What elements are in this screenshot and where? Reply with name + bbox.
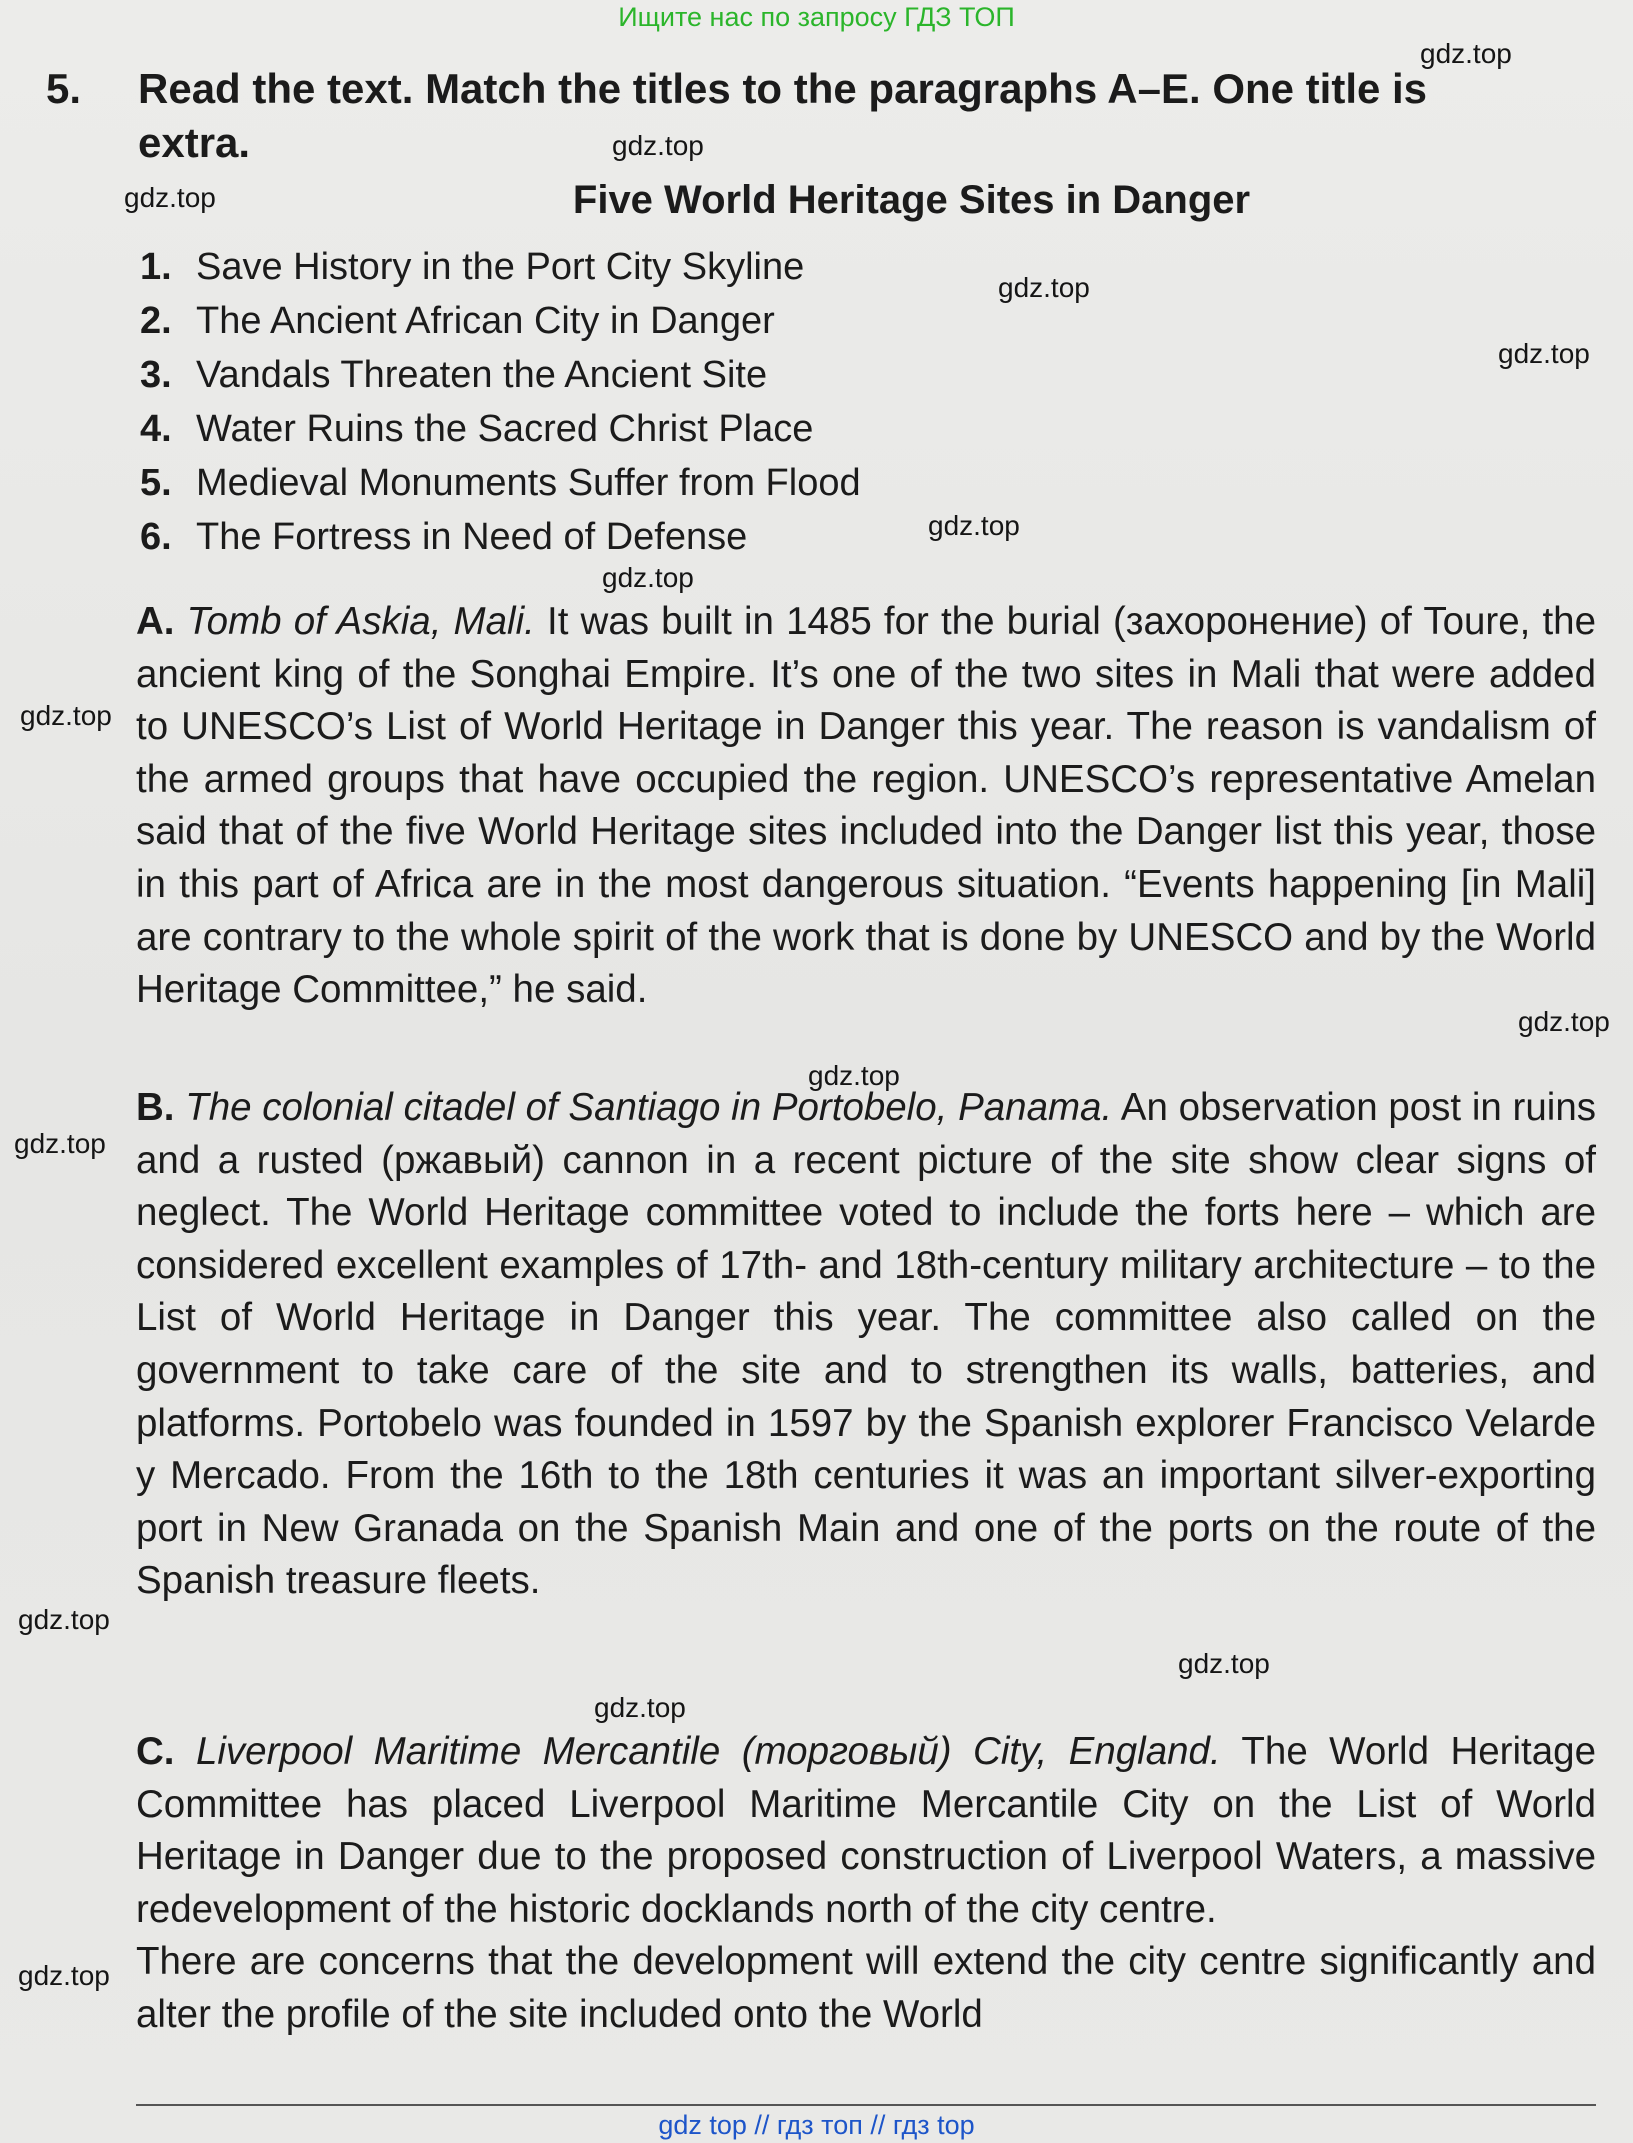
heading-text: The Ancient African City in Danger bbox=[196, 300, 775, 342]
watermark: gdz.top bbox=[18, 1604, 110, 1635]
site-name: Tomb of Askia, Mali. bbox=[186, 600, 535, 643]
watermark: gdz.top bbox=[602, 562, 694, 593]
heading-text: Medieval Monuments Suffer from Flood bbox=[196, 462, 861, 504]
heading-list bbox=[140, 240, 861, 564]
top-banner-link[interactable]: Ищите нас по запросу ГДЗ ТОП bbox=[618, 2, 1015, 32]
paragraph-a bbox=[136, 596, 1596, 1017]
paragraph-b bbox=[136, 1082, 1596, 1608]
watermark: gdz.top bbox=[1178, 1648, 1270, 1679]
text-title: Five World Heritage Sites in Danger bbox=[572, 178, 1251, 222]
site-name: The colonial citadel of Santiago in Portobelo, Panama. bbox=[185, 1086, 1113, 1129]
task-number: 5. bbox=[46, 65, 82, 112]
heading-text: Save History in the Port City Skyline bbox=[196, 246, 805, 288]
heading-item-1 bbox=[140, 240, 861, 294]
task-line-1: Read the text. Match the titles to the paragraphs A–E. One title is bbox=[138, 65, 1428, 112]
watermark: gdz.top bbox=[594, 1692, 686, 1723]
heading-number: 3. bbox=[140, 354, 172, 396]
heading-number: 6. bbox=[140, 516, 172, 558]
watermark: gdz.top bbox=[1420, 38, 1512, 69]
site-name: Liverpool Maritime Mercantile (торговый) City, England. bbox=[195, 1730, 1221, 1773]
heading-item-6 bbox=[140, 510, 861, 564]
watermark: gdz.top bbox=[124, 182, 216, 213]
watermark: gdz.top bbox=[612, 130, 704, 161]
heading-text: Water Ruins the Sacred Christ Place bbox=[196, 408, 814, 450]
paragraph-c bbox=[136, 1726, 1596, 2042]
watermark: gdz.top bbox=[14, 1128, 106, 1159]
task-instruction bbox=[46, 62, 1606, 170]
heading-item-2 bbox=[140, 294, 861, 348]
heading-text: Vandals Threaten the Ancient Site bbox=[196, 354, 768, 396]
paragraph-body: The World Heritage Committee has placed Liverpool Maritime Mercantile City on the List of World Heritage in Danger due to the proposed construction of Liverpool Waters, a massive redevelopment of the historic docklands north of the city centre. bbox=[136, 1730, 1596, 1931]
paragraph-body: An observation post in ruins and a rusted (ржавый) cannon in a recent picture of the site show clear signs of neglect. The World Heritage committee voted to include the forts here – which are considered excellent examples of 17th- and 18th-century military architecture – to the List of World Heritage in Danger this year. The committee also called on the government to take care of the site and to strengthen its walls, batteries, and platforms. Portobelo was founded in 1597 by the Spanish explorer Francisco Velarde y Mercado. From the 16th to the 18th centuries it was an important silver-exporting port in New Granada on the Spanish Main and one of the ports on the route of the Spanish treasure fleets. bbox=[136, 1086, 1596, 1603]
paragraph-body: It was built in 1485 for the burial (захоронение) of Toure, the ancient king of the Songhai Empire. It’s one of the two sites in Mali that were added to UNESCO’s List of World Heritage in Danger this year. The reason is vandalism of the armed groups that have occupied the region. UNESCO’s representative Amelan said that of the five World Heritage sites included into the Danger list this year, those in this part of Africa are in the most dangerous situation. “Events happening [in Mali] are contrary to the whole spirit of the work that is done by UNESCO and by the World Heritage Committee,” he said. bbox=[136, 600, 1597, 1012]
task-line-2: extra. bbox=[138, 119, 251, 166]
heading-item-3 bbox=[140, 348, 861, 402]
heading-item-5 bbox=[140, 456, 861, 510]
watermark: gdz.top bbox=[18, 1960, 110, 1991]
watermark: gdz.top bbox=[1498, 338, 1590, 369]
heading-number: 4. bbox=[140, 408, 172, 450]
paragraph-letter: C. bbox=[136, 1730, 175, 1773]
heading-number: 2. bbox=[140, 300, 172, 342]
watermark: gdz.top bbox=[928, 510, 1020, 541]
footer-links[interactable]: gdz top // гдз топ // гдз top bbox=[658, 2110, 975, 2140]
watermark: gdz.top bbox=[998, 272, 1090, 303]
watermark: gdz.top bbox=[20, 700, 112, 731]
heading-number: 1. bbox=[140, 246, 172, 288]
heading-number: 5. bbox=[140, 462, 172, 504]
bottom-divider bbox=[136, 2104, 1596, 2106]
heading-text: The Fortress in Need of Defense bbox=[196, 516, 748, 558]
paragraph-letter: B. bbox=[136, 1086, 175, 1129]
paragraph-body-continued: There are concerns that the development will extend the city centre significantly and alter the profile of the site included onto the World bbox=[136, 1940, 1596, 2036]
watermark: gdz.top bbox=[808, 1060, 900, 1091]
paragraph-letter: A. bbox=[136, 600, 175, 643]
watermark: gdz.top bbox=[1518, 1006, 1610, 1037]
heading-item-4 bbox=[140, 402, 861, 456]
